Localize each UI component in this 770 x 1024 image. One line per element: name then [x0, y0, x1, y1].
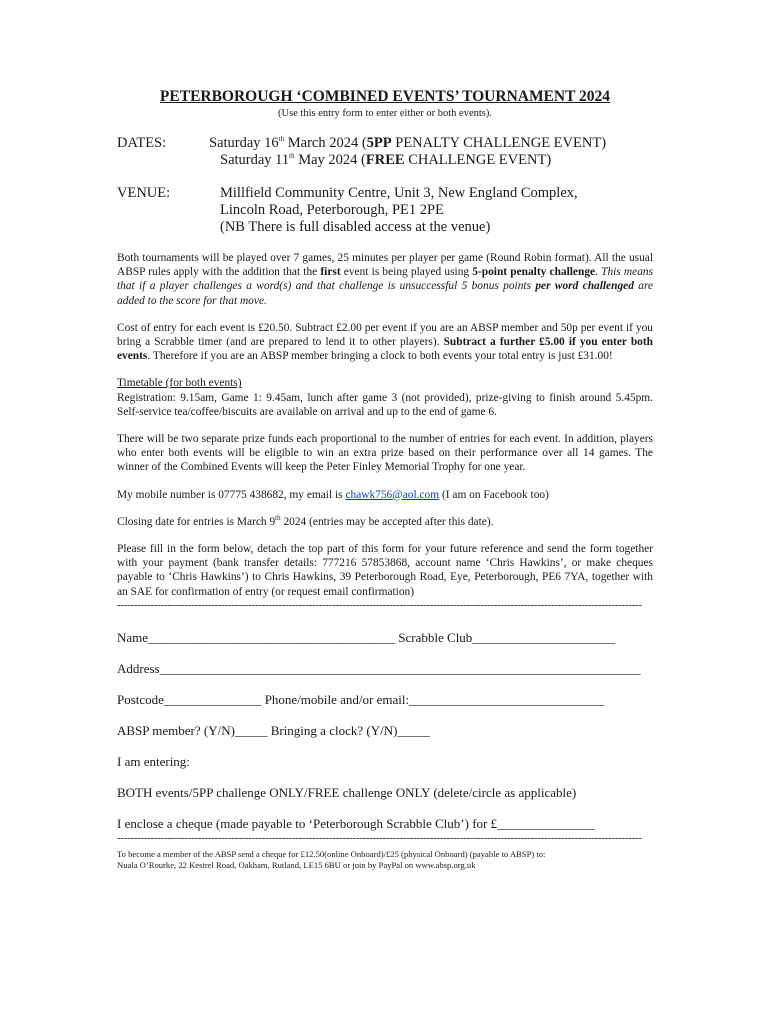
rules-paragraph	[117, 251, 653, 308]
prize-paragraph: There will be two separate prize funds each proportional to the number of entries for each event. In addition, players who enter both events will be eligible to win an extra prize based on their performance over all 14 games. The winner of the Combined Events will keep the Peter Finley Memorial Trophy for one year.	[117, 433, 653, 474]
rules-bold-2: 5-point penalty challenge	[472, 266, 596, 279]
date-1-month: March 2024 (	[284, 135, 367, 151]
closing-date-paragraph	[117, 515, 653, 529]
date-line-1	[209, 135, 653, 152]
rules-bold-1: first	[320, 266, 341, 279]
postcode-phone-field[interactable]: Postcode_______________ Phone/mobile and/or email:______________________________	[117, 691, 605, 707]
date-1-text: Saturday 16	[209, 135, 279, 151]
venue-line-2: Lincoln Road, Peterborough, PE1 2PE	[220, 202, 444, 218]
date-line-2	[209, 152, 653, 169]
entering-label: I am entering:	[117, 753, 190, 769]
footer-line-1: To become a member of the ABSP send a cheque for £12.50(online Onboard)/£25 (physical Onboard) (payable to ABSP) to:	[117, 848, 546, 859]
page-subtitle: (Use this entry form to enter either or both events).	[277, 108, 493, 119]
events-selection[interactable]: BOTH events/5PP challenge ONLY/FREE challenge ONLY (delete/circle as applicable)	[117, 784, 577, 800]
venue-section	[117, 185, 653, 236]
detach-separator: ------------------------------------------------------------------------------------------------------------------------------------------------------------	[117, 598, 642, 611]
date-2-month: May 2024 (	[294, 152, 366, 168]
rules-text-2: event is being played using	[340, 266, 473, 279]
contact-text: My mobile number is 07775 438682, my email is	[117, 488, 346, 501]
rules-italic-2: are added to the score for that move.	[117, 280, 654, 307]
contact-facebook: (I am on Facebook too)	[439, 488, 549, 501]
date-2-event: CHALLENGE EVENT)	[404, 152, 552, 168]
closing-post: 2024 (entries may be accepted after this date).	[280, 515, 494, 528]
rules-bold-italic: per word challenged	[535, 280, 634, 293]
cost-bold: Subtract a further £5.00 if you enter both events	[117, 336, 653, 363]
page-title: PETERBOROUGH ‘COMBINED EVENTS’ TOURNAMENT 2024	[159, 88, 611, 105]
dates-values	[209, 135, 653, 169]
venue-label: VENUE:	[117, 185, 171, 201]
closing-text: Closing date for entries is March 9	[117, 515, 276, 528]
date-1-suffix: th	[278, 135, 285, 144]
address-field[interactable]: Address__________________________________________________________________________	[117, 660, 641, 676]
cost-text-1: Cost of entry for each event is £20.50. Subtract £2.00 per event if you are an ABSP member and 50p per event if you bring a Scrabble timer (and are prepared to lend it to other players).	[117, 321, 653, 349]
date-2-text: Saturday 11	[220, 152, 290, 168]
footer-separator: ------------------------------------------------------------------------------------------------------------------------------------------------------------	[117, 831, 642, 844]
venue-line-1: Millfield Community Centre, Unit 3, New England Complex,	[220, 185, 578, 201]
cost-text-2: . Therefore if you are an ABSP member bringing a clock to both events your total entry is just £31.00!	[147, 350, 613, 363]
cheque-field[interactable]: I enclose a cheque (made payable to ‘Peterborough Scrabble Club’) for £_______________	[117, 815, 595, 831]
dates-label: DATES:	[117, 135, 167, 151]
venue-values	[209, 185, 653, 236]
instructions-paragraph: Please fill in the form below, detach the top part of this form for your future reference and send the form together with your payment (bank transfer details: 777216 57853868, account name ‘Chris Hawkins’, or make cheques payable to ‘Chris Hawkins’) to Chris Hawkins, 39 Peterborough Road, Eye, Peterborough, PE6 7YA, together with an SAE for confirmation of entry (or request email confirmation)	[117, 543, 653, 598]
contact-paragraph	[117, 488, 653, 502]
date-2-event-bold: FREE	[365, 152, 405, 168]
date-1-event: PENALTY CHALLENGE EVENT)	[391, 135, 607, 151]
date-2-suffix: th	[289, 152, 295, 161]
entry-form-page	[117, 88, 653, 872]
name-club-field[interactable]: Name______________________________________ Scrabble Club______________________	[117, 629, 616, 645]
footer-note	[117, 849, 653, 872]
closing-suffix: th	[275, 514, 281, 523]
venue-line-3: (NB There is full disabled access at the venue)	[220, 219, 491, 235]
email-link[interactable]: chawk756@aol.com	[345, 488, 440, 501]
date-1-event-bold: 5PP	[366, 135, 392, 151]
cost-paragraph	[117, 321, 653, 364]
rules-text-1: Both tournaments will be played over 7 games, 25 minutes per player per game (Round Robin format). All the usual ABSP rules apply with the addition that the	[117, 252, 653, 279]
dates-section	[117, 135, 653, 169]
footer-line-2: Nuala O’Rourke, 22 Kestrel Road, Oakham, Rutland, LE15 6BU or join by PayPal on www.absp.org.uk	[117, 860, 476, 871]
absp-clock-field[interactable]: ABSP member? (Y/N)_____ Bringing a clock? (Y/N)_____	[117, 722, 430, 738]
timetable-body: Registration: 9.15am, Game 1: 9.45am, lunch after game 3 (not provided), prize-giving to finish around 5.45pm. Self-service tea/coffee/biscuits are available on arrival and up to the end of game 6.	[117, 391, 653, 418]
timetable-paragraph	[117, 376, 653, 419]
rules-text-3: .	[595, 266, 602, 279]
timetable-heading: Timetable (for both events)	[117, 377, 242, 390]
rules-italic-1: This means that if a player challenges a word(s) and that challenge is unsuccessful 5 bonus points	[117, 266, 654, 293]
